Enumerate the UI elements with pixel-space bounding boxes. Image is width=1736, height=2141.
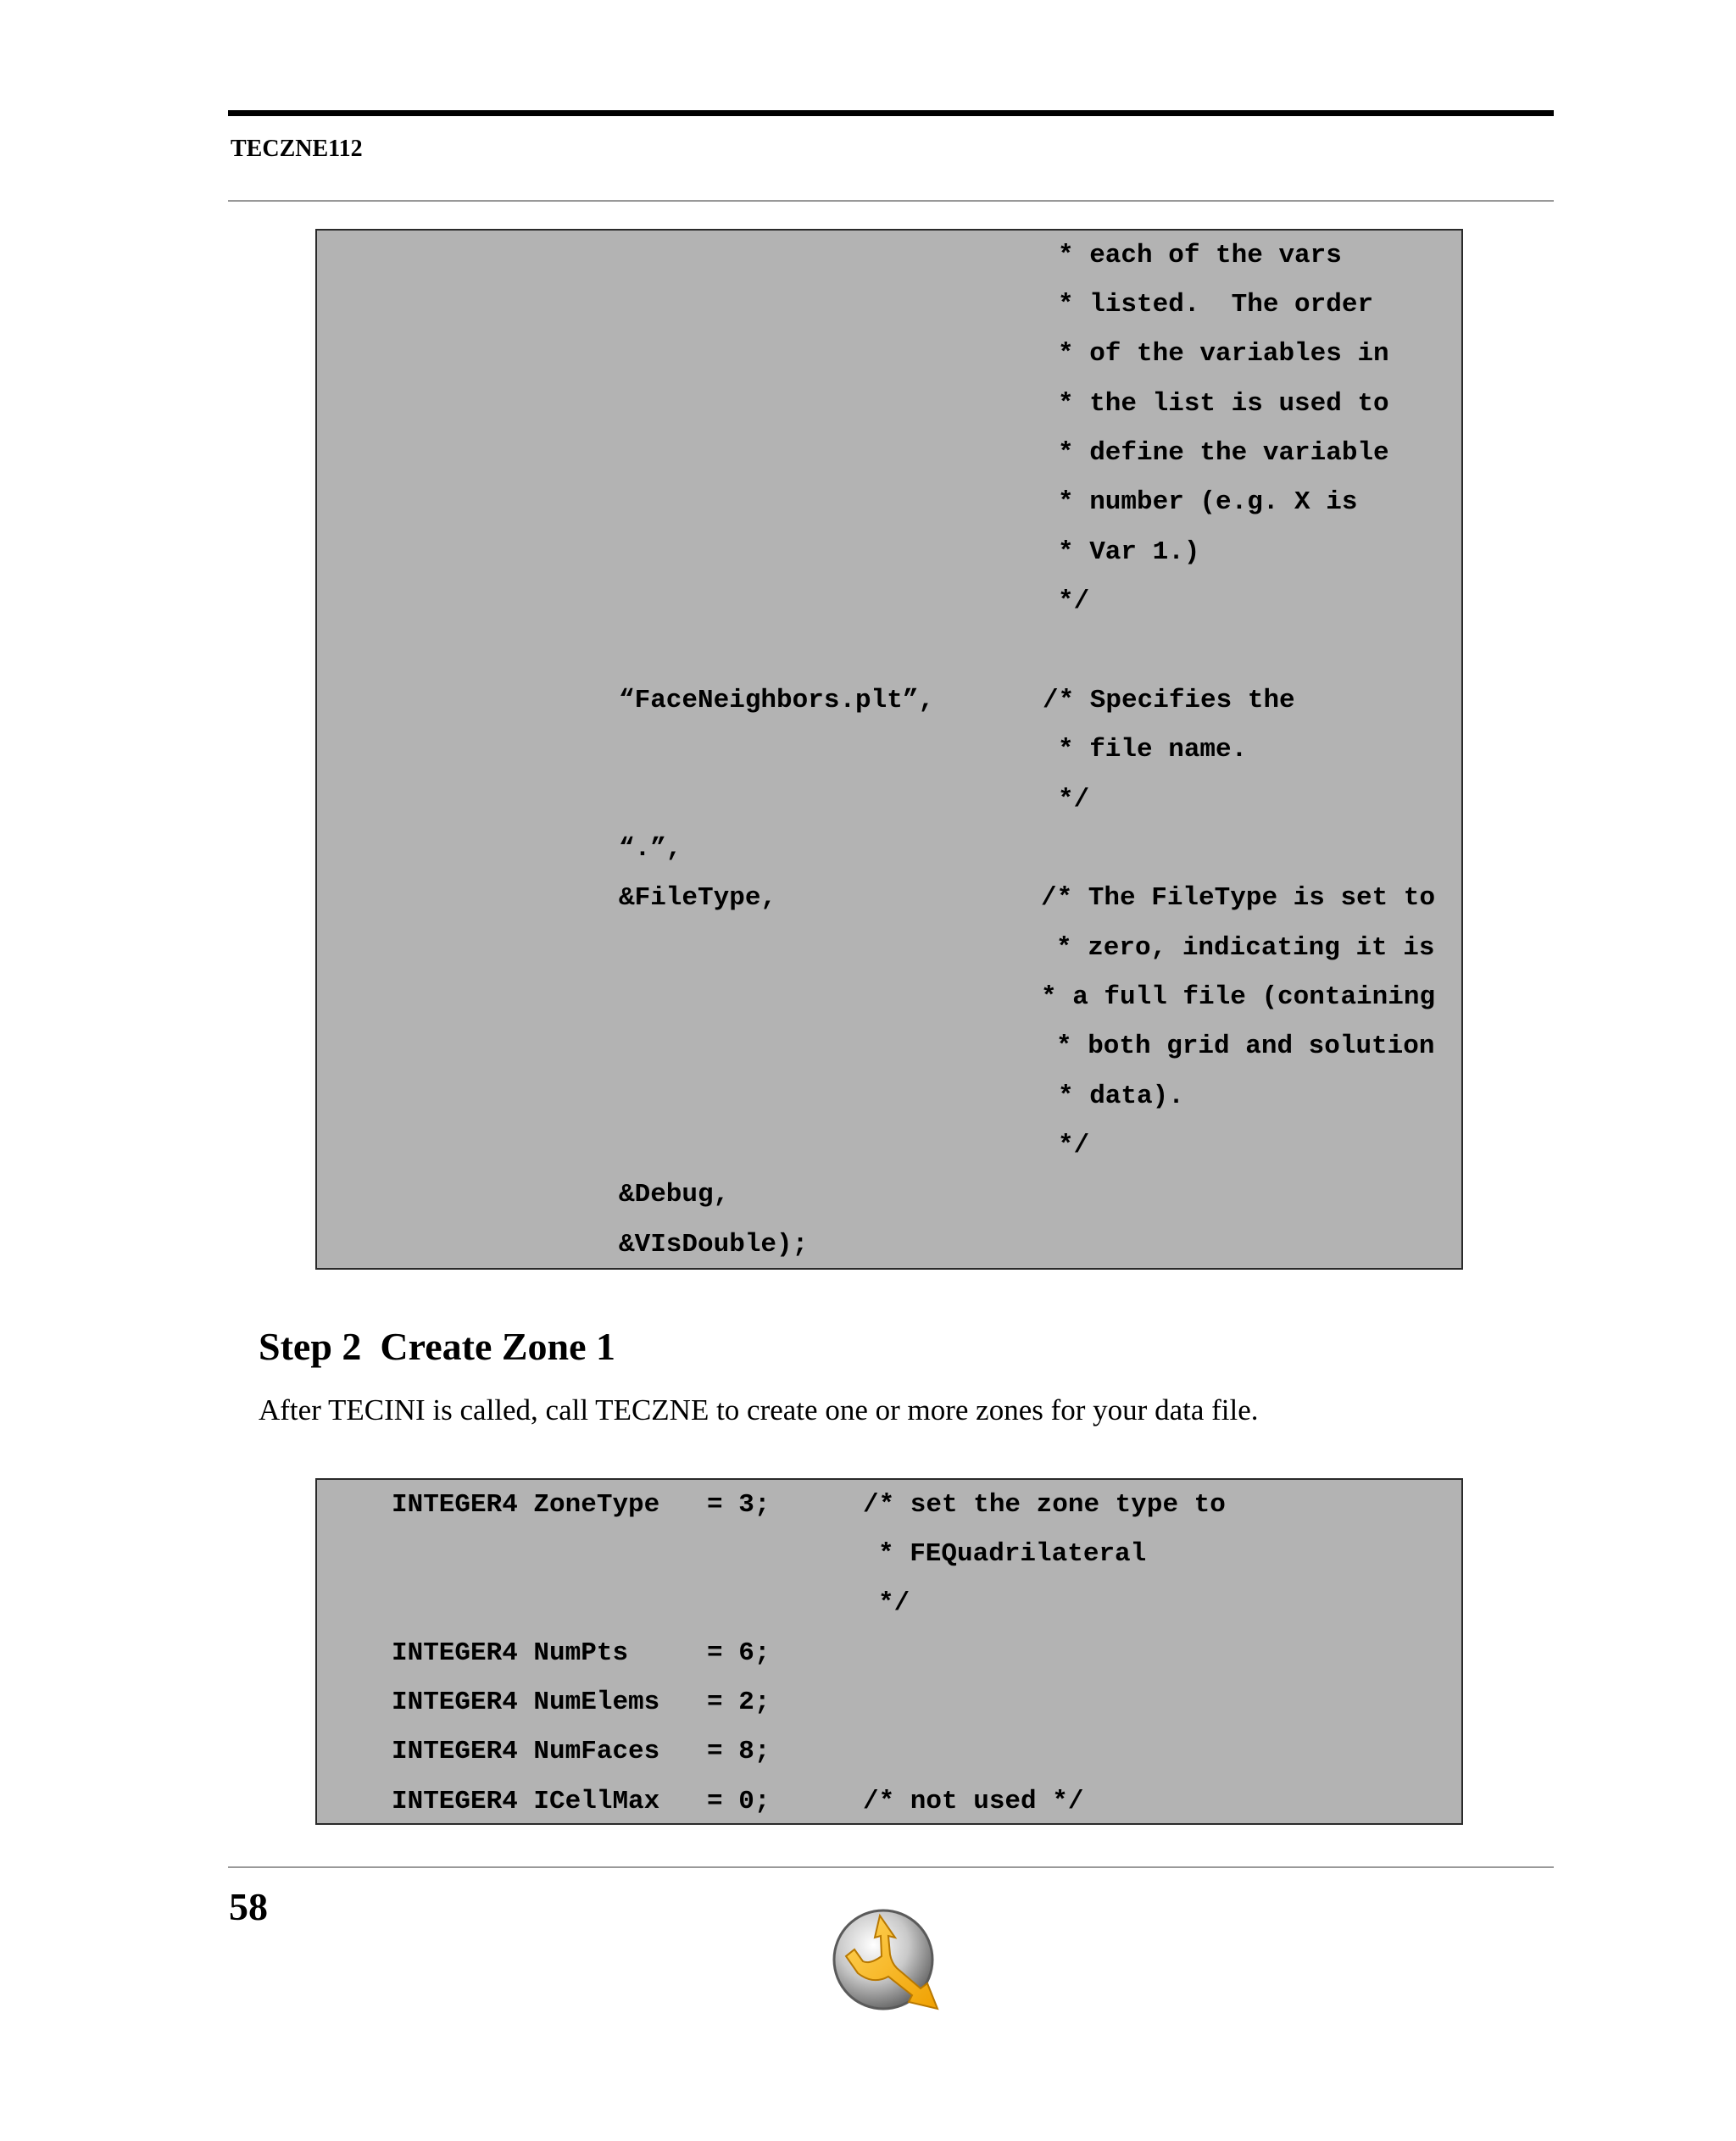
code-line: &FileType, <box>619 883 777 913</box>
code-line: /* set the zone type to <box>863 1490 1226 1520</box>
code-line: /* not used */ <box>863 1787 1084 1816</box>
page-number: 58 <box>229 1885 268 1928</box>
code-line: */ <box>1058 785 1090 815</box>
code-block-tecini-continued <box>315 229 1463 1270</box>
code-line: /* Specifies the <box>1043 686 1295 715</box>
code-block-zone-setup <box>315 1478 1463 1825</box>
code-line: * a full file (containing <box>1041 982 1436 1012</box>
code-line: * the list is used to <box>1058 389 1389 419</box>
step-title: Create Zone 1 <box>380 1325 616 1368</box>
code-line: * file name. <box>1058 735 1248 765</box>
code-line: * data). <box>1058 1082 1184 1111</box>
step-label: Step 2 <box>259 1325 362 1368</box>
code-line: INTEGER4 ZoneType = 3; <box>392 1490 771 1520</box>
code-line: * both grid and solution <box>1056 1032 1435 1061</box>
running-header: TECZNE112 <box>231 136 363 162</box>
header-top-rule <box>228 110 1554 116</box>
section-heading <box>259 1324 615 1369</box>
header-divider <box>228 200 1554 202</box>
code-line: * Var 1.) <box>1058 537 1200 567</box>
body-paragraph: After TECINI is called, call TECZNE to create one or more zones for your data file. <box>259 1393 1259 1426</box>
code-line: * each of the vars <box>1058 241 1342 270</box>
code-line: /* The FileType is set to <box>1041 883 1436 913</box>
code-line: */ <box>878 1588 910 1618</box>
code-line: * listed. The order <box>1058 290 1374 320</box>
tecplot-logo-icon <box>829 1904 948 2022</box>
code-line: &Debug, <box>619 1180 730 1210</box>
code-line: INTEGER4 NumFaces = 8; <box>392 1737 771 1766</box>
code-line: */ <box>1058 1131 1090 1160</box>
code-line: * FEQuadrilateral <box>878 1539 1147 1569</box>
code-line: * number (e.g. X is <box>1058 487 1358 517</box>
footer-divider <box>228 1866 1554 1868</box>
code-line: * define the variable <box>1058 438 1389 468</box>
code-line: INTEGER4 NumPts = 6; <box>392 1638 771 1668</box>
code-line: * zero, indicating it is <box>1056 933 1435 963</box>
code-line: &VIsDouble); <box>619 1230 809 1260</box>
code-line: * of the variables in <box>1058 339 1389 369</box>
code-line: */ <box>1058 587 1090 616</box>
code-line: “FaceNeighbors.plt”, <box>619 686 935 715</box>
code-line: INTEGER4 NumElems = 2; <box>392 1688 771 1717</box>
code-line: “.”, <box>619 834 682 864</box>
code-line: INTEGER4 ICellMax = 0; <box>392 1787 771 1816</box>
